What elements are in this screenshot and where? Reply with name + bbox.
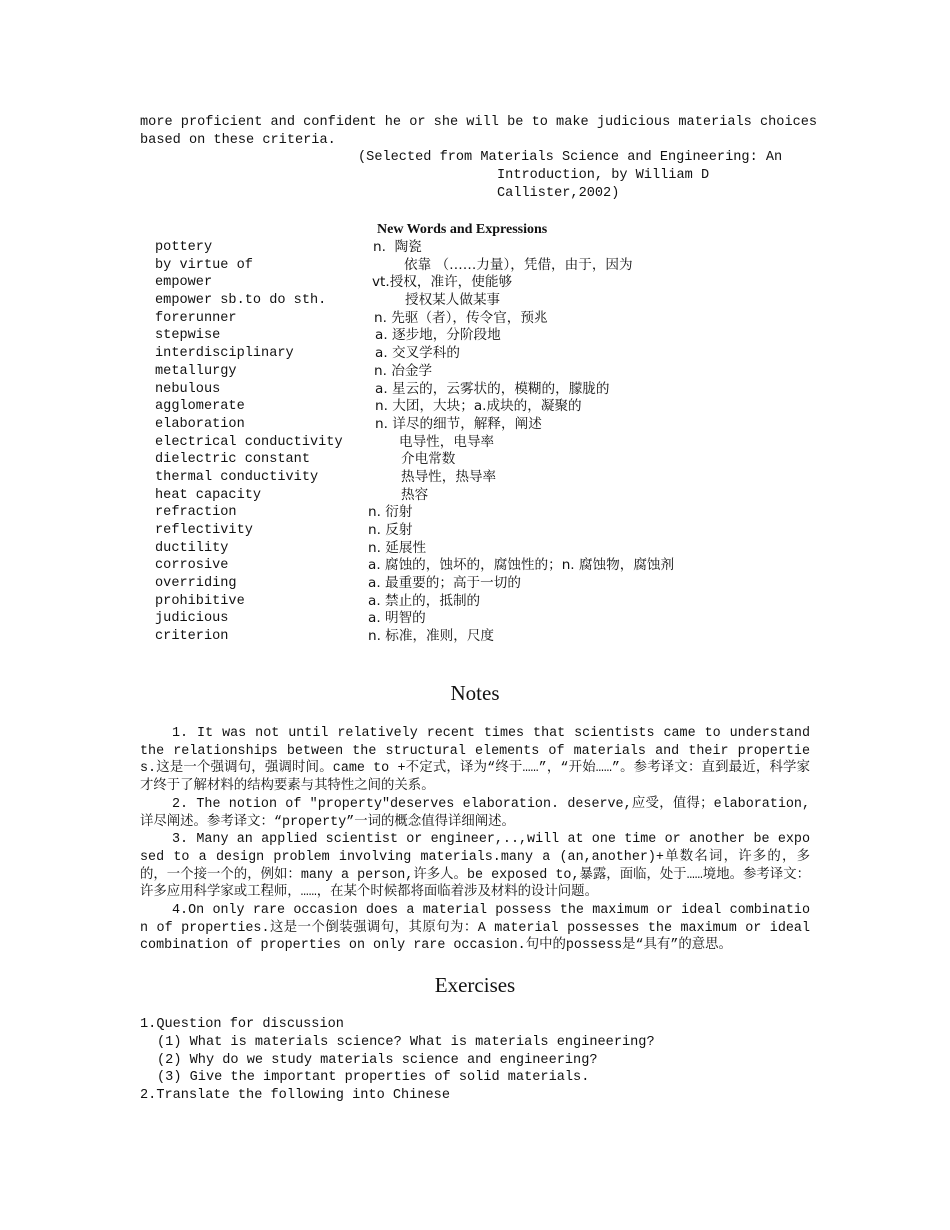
vocab-item — [0, 593, 950, 611]
vocab-definition: a. 腐蚀的，蚀坏的，腐蚀性的；n. 腐蚀物，腐蚀剂 — [368, 557, 675, 574]
source-citation-line-1: (Selected from Materials Science and Engineering: An — [358, 150, 783, 165]
vocab-term: dielectric constant — [155, 452, 310, 468]
vocab-item — [0, 416, 950, 434]
vocab-item — [0, 327, 950, 345]
intro-text-line-1: more proficient and confident he or she will be to make judicious materials choices — [140, 115, 818, 130]
exercises-heading: Exercises — [434, 973, 516, 997]
vocab-title: New Words and Expressions — [377, 222, 548, 237]
vocab-item — [0, 257, 950, 275]
vocab-item — [0, 292, 950, 310]
vocab-definition: n. 陶瓷 — [373, 239, 422, 255]
vocab-item — [0, 363, 950, 381]
vocab-definition: vt.授权，准许，使能够 — [372, 274, 513, 291]
exercise-item-2: 2.Translate the following into Chinese — [140, 1088, 450, 1103]
exercise-question-1: (1) What is materials science? What is materials engineering? — [157, 1035, 655, 1050]
source-citation-line-2: Introduction, by William D — [497, 168, 710, 183]
vocab-definition: a. 明智的 — [368, 610, 426, 627]
vocab-term: empower sb.to do sth. — [155, 293, 327, 309]
vocab-term: prohibitive — [155, 593, 245, 609]
vocab-definition: a. 逐步地，分阶段地 — [375, 327, 501, 344]
vocab-term: refraction — [155, 505, 237, 521]
vocab-term: by virtue of — [155, 257, 253, 273]
vocab-item — [0, 610, 950, 628]
vocab-term: empower — [155, 275, 213, 291]
vocab-item — [0, 345, 950, 363]
vocab-definition: n. 先驱（者），传令官，预兆 — [374, 309, 548, 326]
note-paragraph-2: 2. The notion of "property"deserves elaboration. deserve,应受，值得；elaboration,详尽阐述。参考译文：“property”一词的概念值得详细阐述。 — [140, 796, 810, 830]
vocab-item — [0, 469, 950, 487]
vocab-definition: 热导性，热导率 — [401, 468, 497, 485]
vocab-list — [0, 239, 950, 646]
vocab-definition: n. 大团，大块；a.成块的，凝聚的 — [375, 398, 582, 415]
vocab-item — [0, 381, 950, 399]
vocab-definition: n. 反射 — [368, 522, 413, 538]
note-paragraph-3: 3. Many an applied scientist or engineer,..,will at one time or another be exposed to a design problem involving materials.many a (an,another)+单数名词，许多的，多的，一个接一个的，例如：many a person,许多人。be exposed to,暴露，面临，处于……境地。参考译文：许多应用科学家或工程师，……，在某个时候都将面临着涉及材料的设计问题。 — [140, 832, 810, 901]
notes-section — [140, 725, 810, 955]
vocab-term: thermal conductivity — [155, 469, 319, 485]
vocab-term: judicious — [155, 611, 229, 627]
vocab-definition: a. 最重要的；高于一切的 — [368, 575, 521, 592]
vocab-item — [0, 522, 950, 540]
vocab-definition: 介电常数 — [401, 451, 456, 468]
note-paragraph-1: 1. It was not until relatively recent times that scientists came to understand the relationships between the structural elements of materials and their properties.这是一个强调句，强调时间。came to +不定式，译为“终于……”，“开始……”。参考译文：直到最近，科学家才终于了解材料的结构要素与其特性之间的关系。 — [140, 726, 810, 795]
vocab-term: corrosive — [155, 558, 229, 574]
vocab-term: metallurgy — [155, 363, 237, 379]
vocab-term: pottery — [155, 240, 213, 255]
vocab-term: forerunner — [155, 310, 237, 326]
vocab-item — [0, 575, 950, 593]
vocab-definition: a. 禁止的，抵制的 — [368, 592, 481, 609]
exercise-item-1: 1.Question for discussion — [140, 1017, 344, 1032]
vocab-term: overriding — [155, 576, 237, 592]
vocab-term: electrical conductivity — [155, 434, 343, 450]
vocab-item — [0, 274, 950, 292]
vocab-definition: 依靠 （……力量），凭借，由于，因为 — [404, 256, 633, 273]
vocab-definition: a. 星云的，云雾状的，模糊的，朦胧的 — [375, 380, 610, 397]
vocab-term: heat capacity — [155, 487, 262, 503]
vocab-definition: n. 标准，准则，尺度 — [368, 628, 495, 645]
vocab-term: reflectivity — [155, 523, 253, 538]
vocab-definition: a. 交叉学科的 — [375, 345, 460, 362]
vocab-definition: n. 详尽的细节，解释，阐述 — [375, 415, 542, 432]
vocab-term: criterion — [155, 629, 229, 645]
exercise-question-2: (2) Why do we study materials science and engineering? — [157, 1053, 598, 1068]
vocab-definition: 授权某人做某事 — [405, 292, 501, 309]
vocab-definition: 电导性，电导率 — [399, 433, 495, 450]
vocab-term: interdisciplinary — [155, 346, 294, 362]
vocab-item — [0, 504, 950, 522]
vocab-term: elaboration — [155, 416, 245, 432]
vocab-item — [0, 239, 950, 257]
vocab-item — [0, 451, 950, 469]
source-citation-line-3: Callister,2002) — [497, 186, 620, 201]
vocab-item — [0, 310, 950, 328]
vocab-term: stepwise — [155, 328, 221, 344]
vocab-item — [0, 434, 950, 452]
vocab-definition: n. 冶金学 — [374, 362, 433, 379]
vocab-item — [0, 487, 950, 505]
vocab-term: nebulous — [155, 381, 221, 397]
vocab-term: agglomerate — [155, 399, 245, 415]
vocab-item — [0, 628, 950, 646]
vocab-definition: n. 衍射 — [368, 504, 413, 521]
vocab-definition: 热容 — [401, 486, 429, 503]
exercise-question-3: (3) Give the important properties of solid materials. — [157, 1070, 590, 1085]
note-paragraph-4: 4.On only rare occasion does a material possess the maximum or ideal combination of properties.这是一个倒装强调句，其原句为：A material possesses the maximum or ideal combination of properties on only rare occasion.句中的possess是“具有”的意思。 — [140, 903, 810, 954]
intro-text-line-2: based on these criteria. — [140, 133, 336, 148]
vocab-term: ductility — [155, 540, 229, 556]
vocab-item — [0, 398, 950, 416]
vocab-definition: n. 延展性 — [368, 539, 427, 556]
notes-heading: Notes — [450, 681, 500, 705]
vocab-item — [0, 540, 950, 558]
vocab-item — [0, 557, 950, 575]
